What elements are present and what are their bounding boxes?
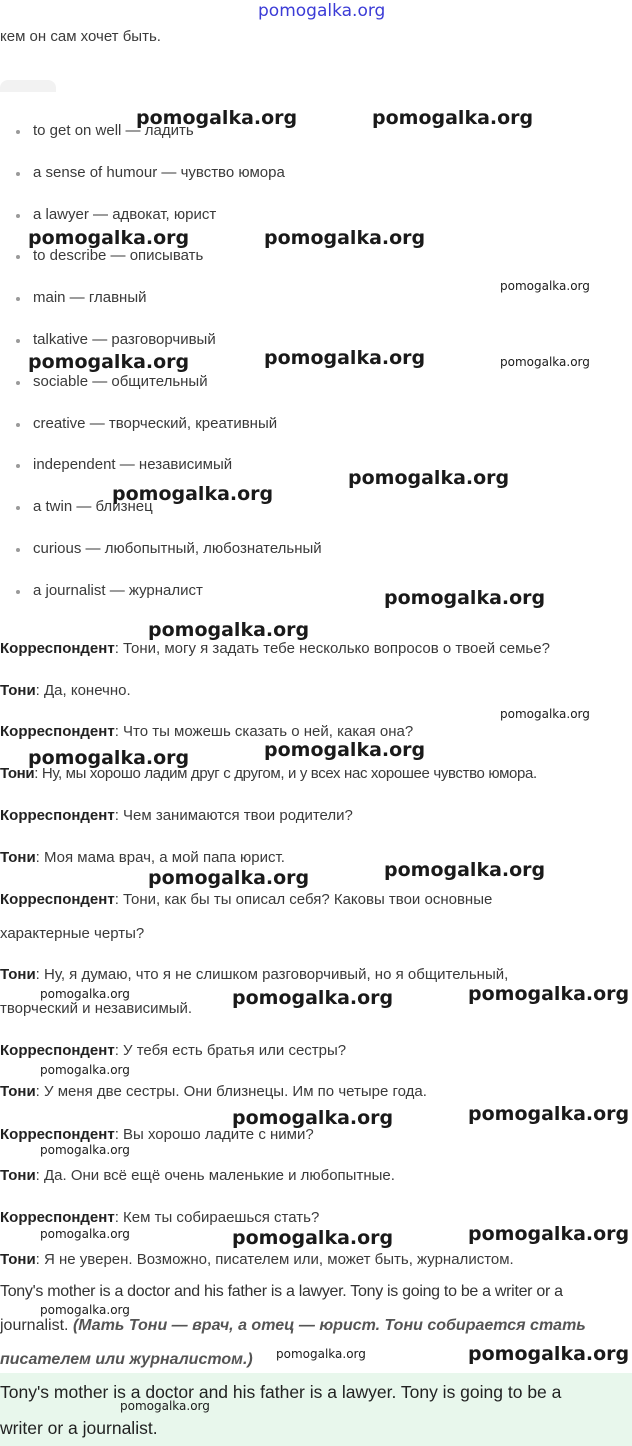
dialogue-line: Тони: Моя мама врач, а мой папа юрист. (0, 849, 285, 866)
watermark: pomogalka.org (120, 1399, 210, 1413)
dialogue-line: Корреспондент: Чем занимаются твои родители? (0, 807, 353, 824)
watermark: pomogalka.org (384, 859, 546, 881)
dialogue-line-continuation: характерные черты? (0, 925, 145, 942)
dialogue-line: Тони: Ну, мы хорошо ладим друг с другом, и у всех нас хорошее чувство юмора. (0, 765, 537, 782)
dialogue-line-continuation: творческий и независимый. (0, 1000, 193, 1017)
bullet-icon (16, 381, 20, 385)
watermark: pomogalka.org (468, 1223, 630, 1245)
bullet-icon (16, 130, 20, 134)
dialogue-line: Тони: У меня две сестры. Они близнецы. Им по четыре года. (0, 1083, 427, 1100)
dialogue-line: Корреспондент: Что ты можешь сказать о ней, какая она? (0, 723, 414, 740)
dialogue-line: Тони: Да, конечно. (0, 682, 131, 699)
watermark: pomogalka.org (276, 1347, 366, 1361)
watermark: pomogalka.org (500, 355, 590, 369)
watermark: pomogalka.org (28, 747, 190, 769)
watermark: pomogalka.org (500, 707, 590, 721)
watermark: pomogalka.org (112, 483, 274, 505)
decorative-bubble (0, 80, 56, 92)
watermark: pomogalka.org (40, 1303, 130, 1317)
dialogue-line: Корреспондент: Вы хорошо ладите с ними? (0, 1126, 314, 1143)
watermark: pomogalka.org (468, 1343, 630, 1365)
watermark: pomogalka.org (148, 619, 310, 641)
watermark: pomogalka.org (264, 227, 426, 249)
watermark: pomogalka.org (372, 107, 534, 129)
watermark: pomogalka.org (148, 867, 310, 889)
summary-line: писателем или журналистом.) (0, 1351, 253, 1368)
watermark: pomogalka.org (28, 351, 190, 373)
bullet-icon (16, 590, 20, 594)
watermark: pomogalka.org (264, 739, 426, 761)
answer-line: writer or a journalist. (0, 1418, 158, 1438)
bullet-icon (16, 297, 20, 301)
watermark: pomogalka.org (136, 107, 298, 129)
watermark: pomogalka.org (500, 279, 590, 293)
summary-line: journalist. (Мать Тони — врач, а отец — юрист. Тони собирается стать (0, 1317, 586, 1334)
bullet-icon (16, 423, 20, 427)
watermark: pomogalka.org (40, 987, 130, 1001)
watermark: pomogalka.org (348, 467, 510, 489)
intro-text: кем он сам хочет быть. (0, 28, 161, 45)
watermark: pomogalka.org (232, 987, 394, 1009)
dialogue-line: Корреспондент: Тони, могу я задать тебе несколько вопросов о твоей семье? (0, 640, 550, 657)
watermark: pomogalka.org (468, 1103, 630, 1125)
dialogue-line: Корреспондент: Тони, как бы ты описал себя? Каковы твои основные (0, 891, 493, 908)
bullet-icon (16, 506, 20, 510)
watermark: pomogalka.org (468, 983, 630, 1005)
summary-line: Tony's mother is a doctor and his father is a lawyer. Tony is going to be a writer or a (0, 1283, 563, 1300)
watermark: pomogalka.org (40, 1063, 130, 1077)
watermark: pomogalka.org (384, 587, 546, 609)
watermark: pomogalka.org (264, 347, 426, 369)
bullet-icon (16, 214, 20, 218)
dialogue-line: Корреспондент: У тебя есть братья или сестры? (0, 1042, 347, 1059)
watermark: pomogalka.org (40, 1143, 130, 1157)
watermark: pomogalka.org (40, 1227, 130, 1241)
dialogue-line: Тони: Ну, я думаю, что я не слишком разговорчивый, но я общительный, (0, 966, 509, 983)
answer-line: Tony's mother is a doctor and his father is a lawyer. Tony is going to be a (0, 1382, 562, 1402)
top-watermark: pomogalka.org (258, 1, 386, 21)
bullet-icon (16, 255, 20, 259)
bullet-icon (16, 464, 20, 468)
watermark: pomogalka.org (232, 1107, 394, 1129)
dialogue-line: Корреспондент: Кем ты собираешься стать? (0, 1209, 320, 1226)
bullet-icon (16, 172, 20, 176)
watermark: pomogalka.org (232, 1227, 394, 1249)
dialogue-line: Тони: Я не уверен. Возможно, писателем или, может быть, журналистом. (0, 1251, 514, 1268)
dialogue-line: Тони: Да. Они всё ещё очень маленькие и любопытные. (0, 1167, 395, 1184)
bullet-icon (16, 548, 20, 552)
bullet-icon (16, 339, 20, 343)
watermark: pomogalka.org (28, 227, 190, 249)
